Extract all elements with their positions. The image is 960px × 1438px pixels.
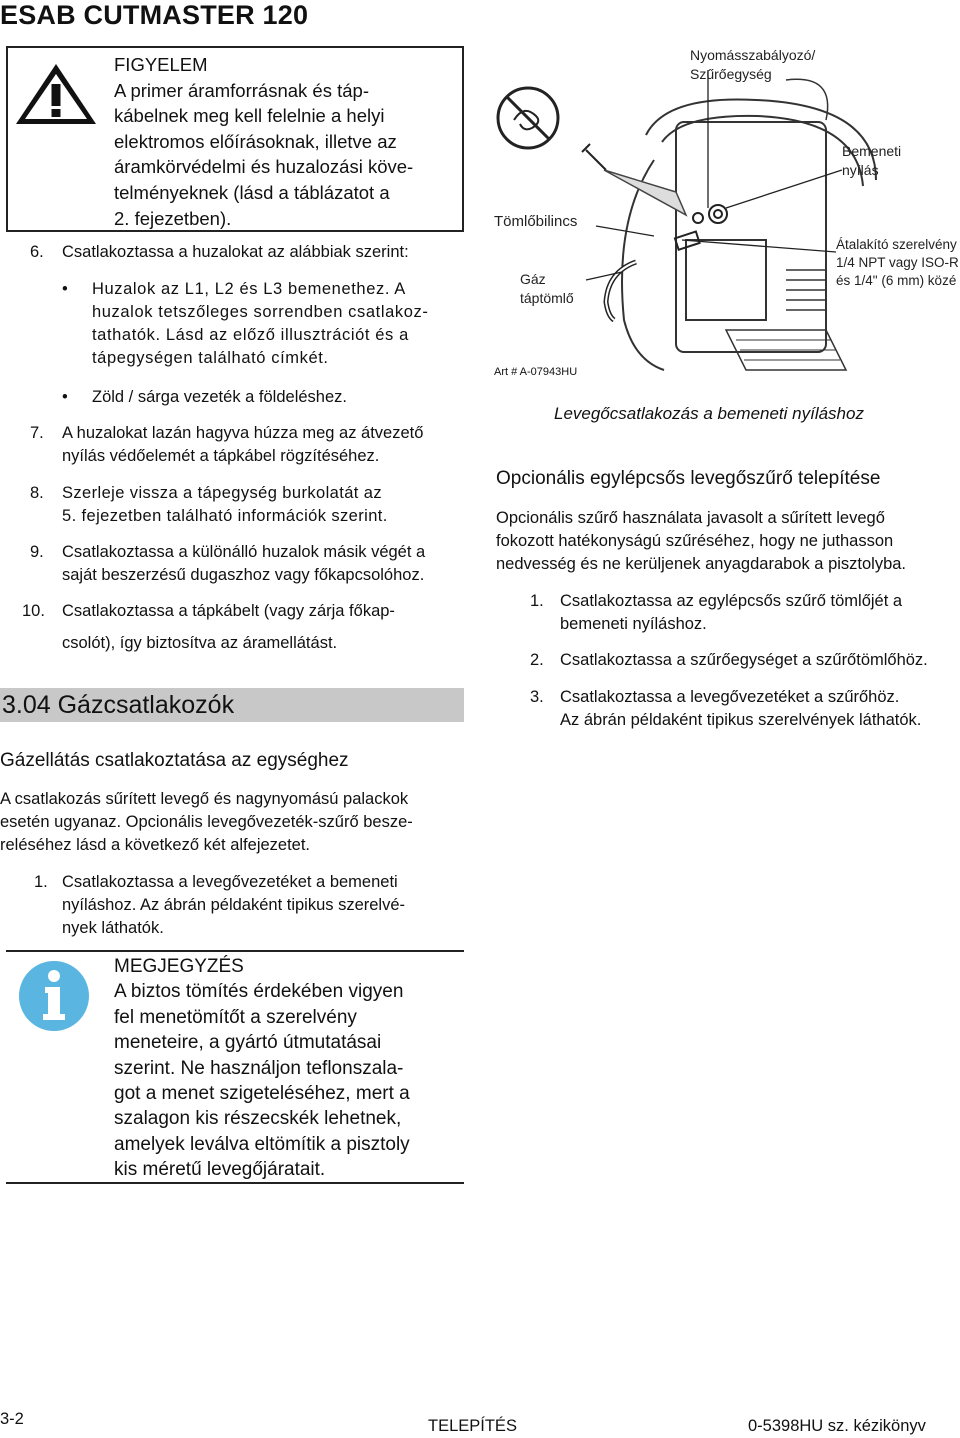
step-10-line: csolót), így biztosítva az áramellátást.: [62, 634, 338, 652]
step-9-line: saját beszerzésű dugaszhoz vagy főkapcsolóhoz.: [62, 566, 425, 584]
step-number: 7.: [30, 424, 44, 442]
step-number: 6.: [30, 243, 44, 261]
bullet-2-text: Zöld / sárga vezeték a földeléshez.: [92, 388, 347, 406]
note-line: szalagon kis részecskék lehetnek,: [114, 1108, 402, 1130]
gas-paragraph-line: reléséhez lásd a következő két alfejezetet.: [0, 836, 311, 854]
label-adapter-line: és 1/4" (6 mm) közé: [836, 273, 957, 288]
bullet-1-line: tápegységen található címkét.: [92, 349, 329, 367]
label-adapter: [836, 236, 959, 290]
bullet-1-line: tathatók. Lásd az előző illusztrációt és a: [92, 326, 409, 344]
warning-line: elektromos előírásoknak, illetve az: [114, 130, 397, 152]
filter-step-3-line: Az ábrán példaként tipikus szerelvények láthatók.: [560, 711, 922, 729]
filter-paragraph-line: fokozott hatékonyságú szűréséhez, hogy ne juthasson: [496, 532, 894, 550]
label-inlet-line: Bemeneti: [842, 143, 902, 159]
gas-step-1-line: Csatlakoztassa a levegővezetéket a bemeneti: [62, 873, 398, 891]
info-icon: [18, 960, 90, 1032]
note-text: [114, 954, 454, 1183]
step-7-line: A huzalokat lazán hagyva húzza meg az átvezető: [62, 424, 424, 442]
section-title: 3.04 Gázcsatlakozók: [2, 691, 235, 719]
note-line: amelyek leválva eltömítik a pisztoly: [114, 1133, 410, 1155]
gas-step-1-line: nyíláshoz. Az ábrán példaként tipikus szerelvé-: [62, 896, 406, 914]
warning-line: kábelnek meg kell felelnie a helyi: [114, 105, 385, 127]
step-8-text: [62, 482, 464, 528]
step-number: 8.: [30, 484, 44, 502]
label-regulator-line: Szűrőegység: [690, 66, 772, 82]
filter-step-2-text: Csatlakoztassa a szűrőegységet a szűrőtömlőhöz.: [560, 651, 928, 669]
label-regulator-line: Nyomásszabályozó/: [690, 47, 816, 63]
note-line: meneteire, a gyártó útmutatásai: [114, 1032, 382, 1054]
label-adapter-line: 1/4 NPT vagy ISO-R: [836, 255, 959, 270]
gas-paragraph-line: esetén ugyanaz. Opcionális levegővezeték-szűrő besze-: [0, 813, 413, 831]
label-hose-line: Gáz: [520, 271, 546, 287]
label-inlet-line: nyílás: [842, 162, 879, 178]
step-number: 1.: [34, 873, 48, 891]
gas-paragraph: [0, 788, 466, 857]
warning-line: áramkörvédelmi és huzalozási köve-: [114, 156, 414, 178]
label-clamp: Tömlőbilincs: [494, 213, 578, 230]
note-line: kis méretű levegőjáratait.: [114, 1159, 326, 1181]
footer-manual: 0-5398HU sz. kézikönyv: [748, 1417, 926, 1435]
gas-step-1-text: [62, 871, 464, 940]
filter-step-1-line: bemeneti nyíláshoz.: [560, 615, 707, 633]
warning-triangle-icon: [14, 62, 98, 126]
step-number: 9.: [30, 543, 44, 561]
filter-step-3-text: [560, 686, 960, 732]
figure-caption: Levegőcsatlakozás a bemeneti nyíláshoz: [554, 404, 864, 423]
note-heading: MEGJEGYZÉS: [114, 956, 244, 977]
step-9-line: Csatlakoztassa a különálló huzalok másik végét a: [62, 543, 426, 561]
filter-paragraph-line: nedvesség és ne kerüljenek anyagdarabok a pisztolyba.: [496, 555, 907, 573]
gas-step-1-line: nyek láthatók.: [62, 919, 164, 937]
step-number: 1.: [530, 592, 544, 610]
filter-step-1-text: [560, 590, 960, 636]
step-8-line: 5. fejezetben található információk szerint.: [62, 507, 388, 525]
filter-step-1-line: Csatlakoztassa az egylépcsős szűrő tömlőjét a: [560, 592, 903, 610]
label-hose: [520, 270, 574, 308]
warning-line: 2. fejezetben).: [114, 207, 232, 229]
step-number: 3.: [530, 688, 544, 706]
no-oil-symbol-icon: [498, 88, 558, 148]
art-number: Art # A-07943HU: [494, 366, 578, 378]
warning-line: telményeknek (lásd a táblázatot a: [114, 181, 390, 203]
step-number: 2.: [530, 651, 544, 669]
note-line: got a menet szigeteléséhez, mert a: [114, 1083, 410, 1105]
label-adapter-line: Átalakító szerelvény: [836, 237, 957, 252]
filter-paragraph: [496, 507, 960, 576]
bullet-1-line: huzalok tetszőleges sorrendben csatlakoz-: [92, 303, 429, 321]
page-number: 3-2: [0, 1410, 24, 1428]
filter-paragraph-line: Opcionális szűrő használata javasolt a sűrített levegő: [496, 509, 885, 527]
bullet-1-line: Huzalok az L1, L2 és L3 bemenethez. A: [92, 280, 406, 298]
label-hose-line: táptömlő: [520, 290, 574, 306]
bullet-1-text: [92, 278, 464, 370]
step-7-line: nyílás védőelemét a tápkábel rögzítéséhez.: [62, 447, 380, 465]
note-line: A biztos tömítés érdekében vigyen: [114, 981, 404, 1003]
step-number: 10.: [22, 602, 45, 620]
step-6-text: Csatlakoztassa a huzalokat az alábbiak szerint:: [62, 243, 409, 261]
footer-section: TELEPÍTÉS: [428, 1417, 517, 1435]
bullet-icon: •: [62, 280, 68, 298]
document-title: ESAB CUTMASTER 120: [0, 0, 309, 30]
note-line: fel menetömítőt a szerelvény: [114, 1006, 357, 1028]
warning-heading: FIGYELEM: [114, 54, 208, 75]
label-inlet: [842, 142, 901, 180]
air-connection-figure: [486, 40, 960, 380]
warning-line: A primer áramforrásnak és táp-: [114, 79, 369, 101]
step-7-text: [62, 422, 464, 468]
step-10-line: Csatlakoztassa a tápkábelt (vagy zárja főkap-: [62, 602, 395, 620]
step-9-text: [62, 541, 464, 587]
warning-text: [114, 52, 454, 231]
filter-heading: Opcionális egylépcsős levegőszűrő telepítése: [496, 468, 881, 489]
note-line: szerint. Ne használjon teflonszala-: [114, 1057, 404, 1079]
label-regulator: [690, 46, 815, 84]
bullet-icon: •: [62, 388, 68, 406]
step-8-line: Szerleje vissza a tápegység burkolatát az: [62, 484, 382, 502]
filter-step-3-line: Csatlakoztassa a levegővezetéket a szűrőhöz.: [560, 688, 900, 706]
gas-heading: Gázellátás csatlakoztatása az egységhez: [0, 750, 349, 771]
gas-paragraph-line: A csatlakozás sűrített levegő és nagynyomású palackok: [0, 790, 409, 808]
